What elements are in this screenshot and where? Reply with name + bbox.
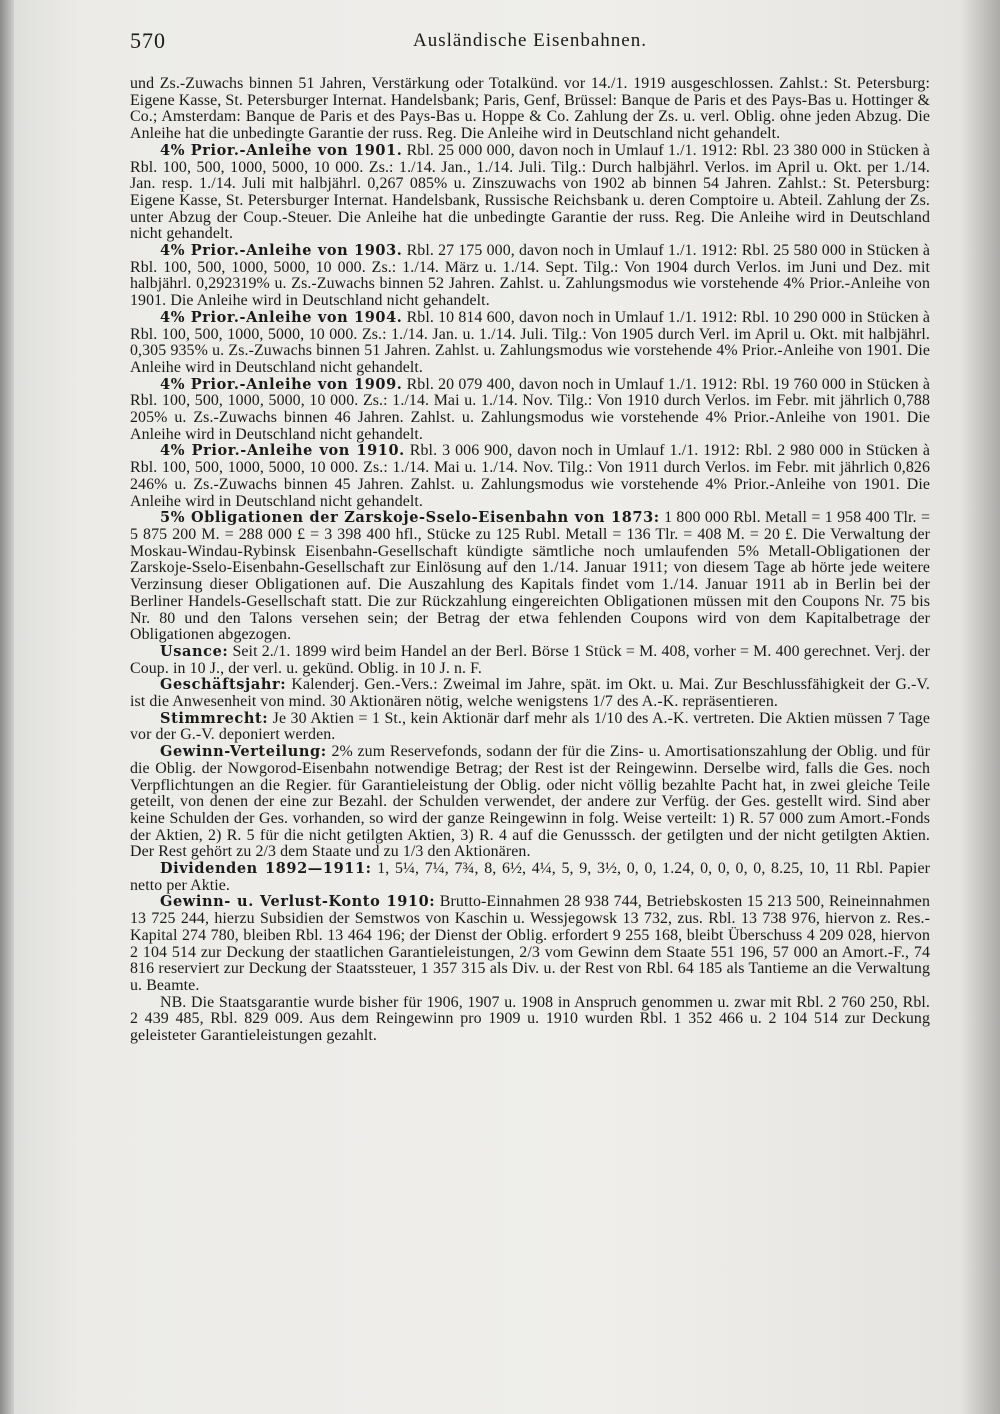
paragraph-heading: Stimmrecht:	[160, 709, 269, 727]
paragraph-text: Rbl. 25 000 000, davon noch in Umlauf 1./1. 1912: Rbl. 23 380 000 in Stücken à Rbl. 100, 500, 1000, 5000, 10 000. Zs.: 1./14. Jan., 1./14. Juli. Tilg.: Durch halbjährl. Verlos. im April u. Okt. per 1./14. Jan. resp. 1./14. Juli mit halbjährl. 0,267 085% u. Zinszuwachs von 1902 ab binnen 54 Jahren. Zahlst.: St. Petersburg: Eigene Kasse, St. Petersburger Internat. Handelsbank, Russische Reichsbank u. deren Comptoire u. Abteil. Zahlung der Zs. unter Abzug der Coup.-Steuer. Die Anleihe hat die unbedingte Garantie der russ. Reg. Die Anleihe wird in Deutschland nicht gehandelt.	[130, 141, 930, 243]
paragraph	[130, 443, 930, 510]
paragraph	[130, 894, 930, 994]
paragraph-text: Rbl. 20 079 400, davon noch in Umlauf 1./1. 1912: Rbl. 19 760 000 in Stücken à Rbl. 100, 500, 1000, 5000, 10 000. Zs.: 1./14. Mai u. 1./14. Nov. Tilg.: Von 1910 durch Verlos. im Febr. mit jährlich 0,788 205% u. Zs.-Zuwachs binnen 46 Jahren. Zahlst. u. Zahlungsmodus wie vorstehende 4% Prior.-Anleihe von 1901. Die Anleihe wird in Deutschland nicht gehandelt.	[130, 375, 930, 443]
paragraph	[130, 243, 930, 310]
paragraph-text: 1, 5¼, 7¼, 7¾, 8, 6½, 4¼, 5, 9, 3½, 0, 0, 1.24, 0, 0, 0, 0, 8.25, 10, 11 Rbl. Papier netto per Aktie.	[130, 860, 930, 894]
paragraph-heading: Usance:	[160, 642, 229, 660]
paragraph	[130, 510, 930, 644]
paragraph	[130, 644, 930, 677]
page-number: 570	[130, 28, 166, 53]
paragraph-text: NB. Die Staatsgarantie wurde bisher für 1906, 1907 u. 1908 in Anspruch genommen u. zwar mit Rbl. 2 760 250, Rbl. 2 439 485, Rbl. 829 009. Aus dem Reingewinn pro 1909 u. 1910 wurden Rbl. 1 352 466 u. 2 104 514 zur Deckung geleisteter Garantieleistungen gezahlt.	[130, 993, 930, 1045]
page-header	[130, 28, 930, 58]
paragraph-heading: Gewinn- u. Verlust-Konto 1910:	[160, 893, 436, 911]
paragraph-text: 2% zum Reservefonds, sodann der für die Zins- u. Amortisationszahlung der Oblig. und für die Oblig. der Nowgorod-Eisenbahn notwendige Betrag; der Rest ist der Reingewinn. Derselbe wird, falls die Ges. noch Verpflichtungen an die Regier. für Garantieleistung der Oblig. oder nicht völlig bezahlte Pacht hat, in zwei gleiche Teile geteilt, von denen der eine zur Bezahl. der Schulden verwendet, der andere zur Verfüg. der Ges. gestellt wird. Sind aber keine Schulden der Ges. vorhanden, so wird der ganze Reingewinn in folg. Weise verteilt: 1) R. 57 000 zum Amort.-Fonds der Aktien, 2) R. 5 für die nicht getilgten Aktien, 3) R. 4 auf die Genusssch. der getilgten und der nicht getilgten Aktien. Der Rest gehört zu 2/3 dem Staate und zu 1/3 den Aktionären.	[130, 743, 930, 861]
paragraph-text: Je 30 Aktien = 1 St., kein Aktionär darf mehr als 1/10 des A.-K. vertreten. Die Aktien müssen 7 Tage vor der G.-V. deponiert werden.	[130, 709, 930, 744]
paragraph	[130, 861, 930, 894]
paragraph-text: Brutto-Einnahmen 28 938 744, Betriebskosten 15 213 500, Reineinnahmen 13 725 244, hierzu Subsidien der Semstwos von Kaschin u. Wessjegowsk 13 732, zus. Rbl. 13 738 976, hiervon z. Res.-Kapital 274 780, bleiben Rbl. 13 464 196; der Dienst der Oblig. erfordert 9 255 168, bleibt Überschuss 4 209 028, hiervon 2 104 514 zur Deckung der staatlichen Garantieleistungen, 2/3 vom Gewinn dem Staate 551 196, 57 000 an Amort.-F., 74 816 reserviert zur Deckung der Staatssteuer, 1 357 315 als Div. u. der Rest von Rbl. 64 185 als Tantieme an die Verwaltung u. Beamte.	[130, 893, 930, 994]
paragraph	[130, 377, 930, 444]
paragraph-heading: 4% Prior.-Anleihe von 1909.	[160, 375, 403, 393]
paragraph-heading: 4% Prior.-Anleihe von 1903.	[160, 242, 403, 260]
paragraph-heading: Dividenden 1892—1911:	[160, 860, 372, 878]
paragraph	[130, 143, 930, 243]
paragraph-heading: 4% Prior.-Anleihe von 1904.	[160, 308, 403, 326]
paragraph-text: Rbl. 10 814 600, davon noch in Umlauf 1./1. 1912: Rbl. 10 290 000 in Stücken à Rbl. 100, 500, 1000, 5000, 10 000. Zs.: 1./14. Jan. u. 1./14. Juli. Tilg.: Von 1905 durch Verl. im April u. Okt. mit halbjährl. 0,305 935% u. Zs.-Zuwachs binnen 51 Jahren. Zahlst. u. Zahlungsmodus wie vorstehende 4% Prior.-Anleihe von 1901. Die Anleihe wird in Deutschland nicht gehandelt.	[130, 308, 930, 376]
paragraph-text: Seit 2./1. 1899 wird beim Handel an der Berl. Börse 1 Stück = M. 408, vorher = M. 400 gerechnet. Verj. der Coup. in 10 J., der verl. u. gekünd. Oblig. in 10 J. n. F.	[130, 642, 930, 677]
paragraph	[130, 76, 930, 143]
paragraph	[130, 677, 930, 710]
running-title: Ausländische Eisenbahnen.	[413, 30, 647, 51]
paragraph	[130, 711, 930, 744]
paragraph	[130, 744, 930, 861]
paragraph	[130, 310, 930, 377]
paragraph-heading: 5% Obligationen der Zarskoje-Sselo-Eisenbahn von 1873:	[160, 509, 660, 527]
paragraph-text: Rbl. 27 175 000, davon noch in Umlauf 1./1. 1912: Rbl. 25 580 000 in Stücken à Rbl. 100, 500, 1000, 5000, 10 000. Zs.: 1./14. März u. 1./14. Sept. Tilg.: Von 1904 durch Verlos. im Juni und Dez. mit halbjährl. 0,292319% u. Zs.-Zuwachs binnen 52 Jahren. Zahlst. u. Zahlungsmodus wie vorstehende 4% Prior.-Anleihe von 1901. Die Anleihe wird in Deutschland nicht gehandelt.	[130, 242, 930, 310]
binding-shadow	[0, 0, 14, 1414]
paragraph-heading: Gewinn-Verteilung:	[160, 743, 327, 761]
paragraph-heading: 4% Prior.-Anleihe von 1901.	[160, 141, 403, 159]
paragraph-text: Rbl. 3 006 900, davon noch in Umlauf 1./1. 1912: Rbl. 2 980 000 in Stücken à Rbl. 100, 500, 1000, 5000, 10 000. Zs.: 1./14. Mai u. 1./14. Nov. Tilg.: Von 1911 durch Verlos. im Febr. mit jährlich 0,826 246% u. Zs.-Zuwachs binnen 45 Jahren. Zahlst. u. Zahlungsmodus wie vorstehende 4% Prior.-Anleihe von 1901. Die Anleihe wird in Deutschland nicht gehandelt.	[130, 442, 931, 510]
paragraph-heading: 4% Prior.-Anleihe von 1910.	[160, 442, 405, 460]
paragraph-heading: Geschäftsjahr:	[160, 676, 287, 694]
page-edge-shadow	[960, 0, 1000, 1414]
paragraph-text: 1 800 000 Rbl. Metall = 1 958 400 Tlr. = 5 875 200 M. = 288 000 £ = 3 398 400 hfl., Stücke zu 125 Rubl. Metall = 136 Tlr. = 408 M. = 20 £. Die Verwaltung der Moskau-Windau-Rybinsk Eisenbahn-Gesellschaft kündigte sämtliche noch umlaufenden 5% Metall-Obligationen der Zarskoje-Sselo-Eisenbahn-Gesellschaft zur Einlösung auf den 1./14. Januar 1911; von diesem Tage ab hörte jede weitere Verzinsung dieser Obligationen auf. Die Auszahlung des Kapitals findet vom 1./14. Januar 1911 ab in Berlin bei der Berliner Handels-Gesellschaft statt. Die zur Rückzahlung eingereichten Obligationen müssen mit den Coupons Nr. 75 bis Nr. 80 und den Talons versehen sein; der Betrag der etwa fehlenden Coupons wird von dem Kapitalbetrage der Obligationen abgezogen.	[130, 509, 931, 644]
body-text	[130, 76, 930, 1045]
paragraph	[130, 995, 930, 1045]
paragraph-text: und Zs.-Zuwachs binnen 51 Jahren, Verstärkung oder Totalkünd. vor 14./1. 1919 ausgeschlossen. Zahlst.: St. Petersburg: Eigene Kasse, St. Petersburger Internat. Handelsbank; Paris, Genf, Brüssel: Banque de Paris et des Pays-Bas u. Hottinger & Co.; Amsterdam: Banque de Paris et des Pays-Bas u. Hoppe & Co. Zahlung der Zs. u. verl. Oblig. ohne jeden Abzug. Die Anleihe hat die unbedingte Garantie der russ. Reg. Die Anleihe wird in Deutschland nicht gehandelt.	[130, 75, 930, 143]
paragraph-text: Kalenderj. Gen.-Vers.: Zweimal im Jahre, spät. im Okt. u. Mai. Zur Beschlussfähigkeit der G.-V. ist die Anwesenheit von mind. 30 Aktionären nötig, welche wenigstens 1/7 des A.-K. repräsentieren.	[130, 676, 930, 711]
